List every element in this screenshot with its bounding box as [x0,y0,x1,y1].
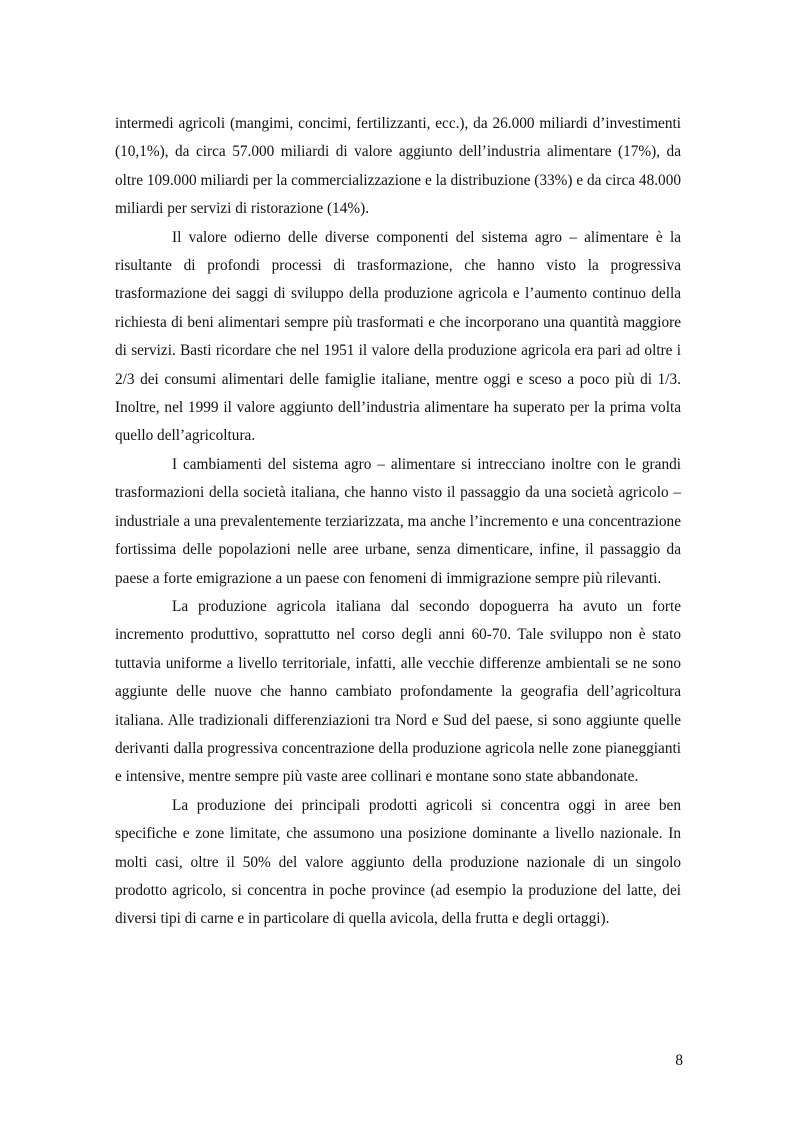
paragraph-postwar-production: La produzione agricola italiana dal secondo dopoguerra ha avuto un forte incremento produttivo, soprattutto nel corso degli anni 60-70. Tale sviluppo non è stato tuttavia uniforme a livello territoriale, infatti, alle vecchie differenze ambientali se ne sono aggiunte delle nuove che hanno cambiato profondamente la geografia dell’agricoltura italiana. Alle tradizionali differenziazioni tra Nord e Sud del paese, si sono aggiunte quelle derivanti dalla progressiva concentrazione della produzione agricola nelle zone pianeggianti e intensive, mentre sempre più vaste aree collinari e montane sono state abbandonate. [115,597,681,786]
paragraph-continuation: intermedi agricoli (mangimi, concimi, fertilizzanti, ecc.), da 26.000 miliardi d’investimenti (10,1%), da circa 57.000 miliardi di valore aggiunto dell’industria alimentare (17%), da oltre 109.000 miliardi per la commercializzazione e la distribuzione (33%) e da circa 48.000 miliardi per servizi di ristorazione (14%). [115,115,681,218]
body-text [115,110,681,934]
page-number: 8 [675,1052,683,1069]
paragraph-society-changes: I cambiamenti del sistema agro – alimentare si intrecciano inoltre con le grandi trasformazioni della società italiana, che hanno visto il passaggio da una società agricolo – industriale a una prevalentemente terziarizzata, ma anche l’incremento e una concentrazione fortissima delle popolazioni nelle aree urbane, senza dimenticare, infine, il passaggio da paese a forte emigrazione a un paese con fenomeni di immigrazione sempre più rilevanti. [115,455,681,587]
paragraph-production-concentration: La produzione dei principali prodotti agricoli si concentra oggi in aree ben specifiche e zone limitate, che assumono una posizione dominante a livello nazionale. In molti casi, oltre il 50% del valore aggiunto della produzione nazionale di un singolo prodotto agricolo, si concentra in poche province (ad esempio la produzione del latte, dei diversi tipi di carne e in particolare di quella avicola, della frutta e degli ortaggi). [115,796,681,928]
paragraph-agrifood-transformation: Il valore odierno delle diverse componenti del sistema agro – alimentare è la risultante di profondi processi di trasformazione, che hanno visto la progressiva trasformazione dei saggi di sviluppo della produzione agricola e l’aumento continuo della richiesta di beni alimentari sempre più trasformati e che incorporano una quantità maggiore di servizi. Basti ricordare che nel 1951 il valore della produzione agricola era pari ad oltre i 2/3 dei consumi alimentari delle famiglie italiane, mentre oggi e sceso a poco più di 1/3. Inoltre, nel 1999 il valore aggiunto dell’industria alimentare ha superato per la prima volta quello dell’agricoltura. [115,228,681,445]
